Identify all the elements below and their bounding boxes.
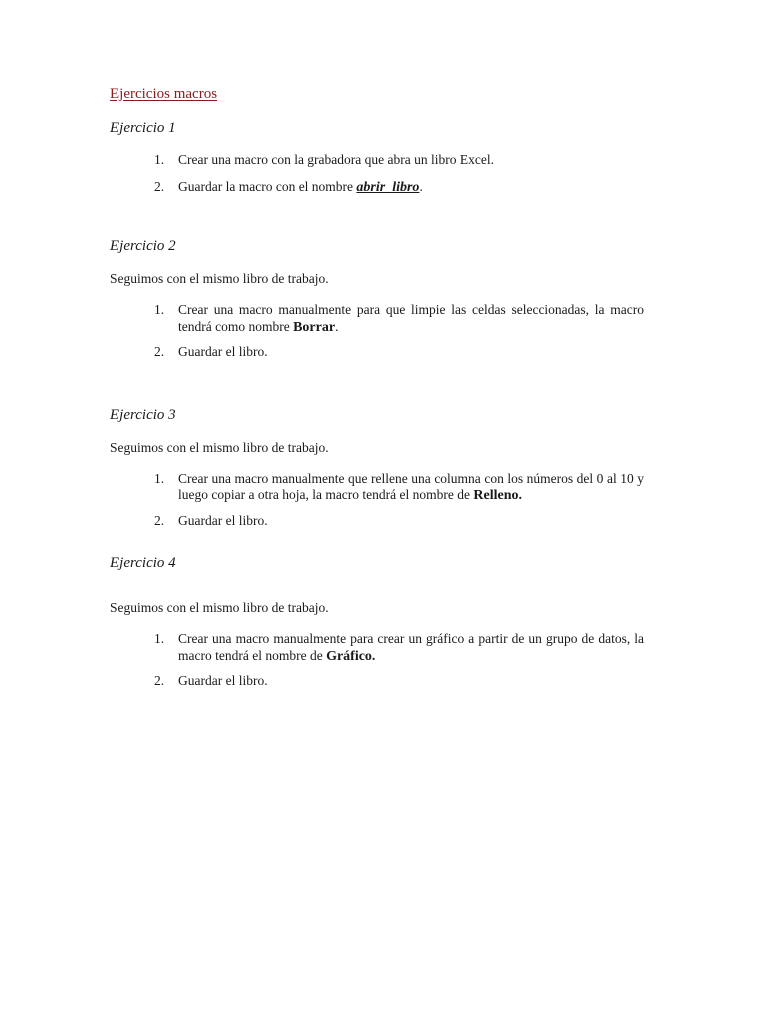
list-item: [110, 152, 644, 169]
document-page: [110, 84, 644, 690]
exercise-4-heading: Ejercicio 4: [110, 555, 176, 571]
exercise-3-intro: Seguimos con el mismo libro de trabajo.: [110, 439, 329, 455]
list-item: [110, 513, 644, 530]
list-item-number: 2.: [154, 673, 165, 688]
exercise-3-list: [110, 471, 644, 530]
list-item-text: Crear una macro con la grabadora que abra un libro Excel.: [178, 152, 494, 167]
list-item: [110, 471, 644, 505]
exercise-1-heading: Ejercicio 1: [110, 120, 176, 136]
exercise-1-list: [110, 152, 644, 196]
exercise-2-list: [110, 302, 644, 361]
list-item-number: 2.: [154, 178, 165, 194]
list-item: [110, 673, 644, 690]
exercise-4-list: [110, 631, 644, 690]
macro-name: Borrar: [293, 319, 336, 335]
list-item-text: Crear una macro manualmente para crear un gráfico a partir de un grupo de datos, la macro tendrá el nombre de: [178, 631, 644, 663]
list-item-number: 1.: [154, 152, 165, 167]
exercise-4-intro: Seguimos con el mismo libro de trabajo.: [110, 600, 329, 615]
list-item-text: Crear una macro manualmente que rellene una columna con los números del 0 al 10 y luego copiar a otra hoja, la macro tendrá el nombre de: [178, 470, 644, 502]
list-item-text: Guardar el libro.: [178, 512, 268, 528]
list-item-number: 1.: [154, 631, 165, 646]
list-item-number: 2.: [154, 512, 165, 528]
list-item-number: 2.: [154, 344, 165, 359]
macro-name: Relleno.: [473, 488, 522, 503]
list-item: [110, 179, 644, 197]
list-item: [110, 344, 644, 361]
exercise-2-heading: Ejercicio 2: [110, 238, 176, 254]
list-item-number: 1.: [154, 302, 165, 317]
list-item-text: Guardar el libro.: [178, 344, 268, 359]
list-item-number: 1.: [154, 470, 165, 486]
list-item-text: Guardar el libro.: [178, 673, 268, 688]
list-item-text: Crear una macro manualmente para que limpie las celdas seleccionadas, la macro tendrá como nombre: [178, 302, 644, 334]
list-item: [110, 631, 644, 665]
list-item: [110, 302, 644, 336]
list-item-text: Guardar la macro con el nombre: [178, 178, 357, 194]
macro-name: Gráfico.: [326, 648, 376, 664]
exercise-3-heading: Ejercicio 3: [110, 406, 176, 423]
list-item-tail: .: [335, 318, 339, 334]
list-item-tail: .: [419, 178, 423, 194]
document-title: Ejercicios macros: [110, 86, 218, 102]
exercise-2-intro: Seguimos con el mismo libro de trabajo.: [110, 271, 329, 286]
macro-name: abrir_libro: [356, 179, 420, 195]
